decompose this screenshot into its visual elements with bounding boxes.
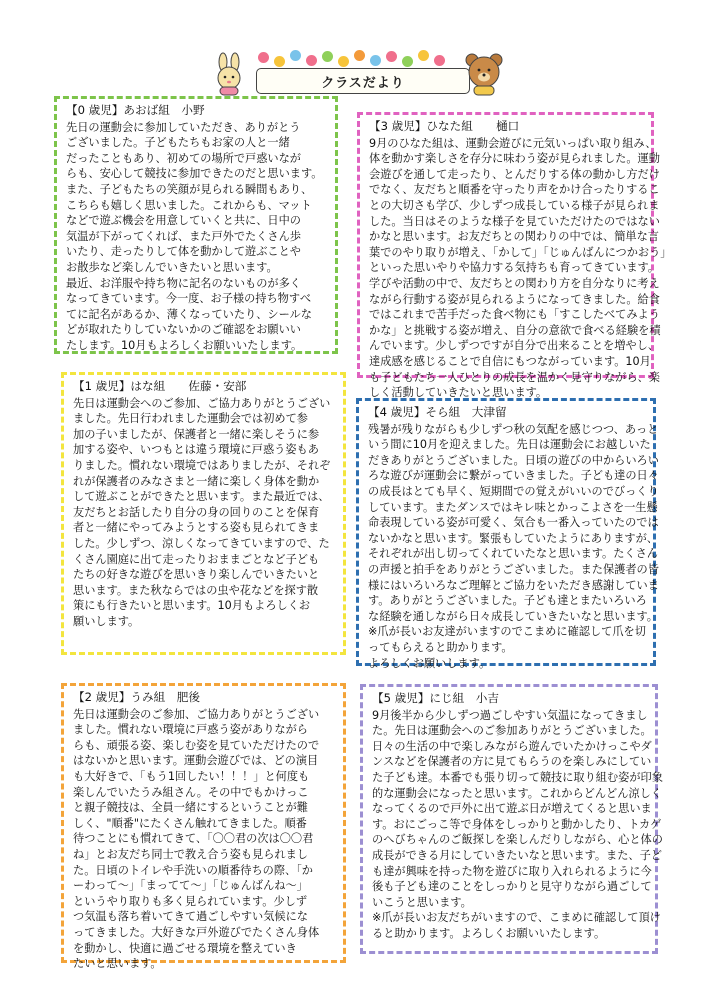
- text-line: 加の子いましたが、保護者と一緒に楽しそうに参: [73, 427, 320, 441]
- text-line: ございました。子どもたちもお家の人と一緒: [66, 136, 290, 150]
- box-heading: 【4 歳児】そら組 大津留: [368, 405, 507, 419]
- text-line: の声援と拍手をありがとうございました。また保護者の皆: [368, 562, 659, 576]
- class-box-2yo: [61, 683, 346, 971]
- text-line: それぞれが出し切ってくれていたなと思います。たくさん: [368, 547, 658, 561]
- flower-icon: [402, 56, 413, 67]
- text-line: らも、安心して競技に参加できたのだと思います。: [66, 167, 323, 181]
- flower-icon: [434, 55, 445, 66]
- text-line: たします。10月もよろしくお願いいたします。: [66, 338, 303, 352]
- text-line: 先日は運動会へのご参加、ご協力ありがとうござい: [73, 396, 331, 410]
- flower-icon: [338, 56, 349, 67]
- text-line: また、子どもたちの笑顔が見られる瞬間もあり、: [66, 182, 313, 196]
- text-line: ね」とお友だち同士で教え合う姿も見られまし: [73, 847, 308, 861]
- text-line: 残暑が残りながらも少しずつ秋の気配を感じつつ、あっと: [368, 422, 659, 436]
- text-line: 会遊びを通して走ったり、とんだりする体の動かし方だけ: [369, 167, 660, 181]
- text-line: つ気温も落ち着いてきて過ごしやすい気候にな: [73, 910, 308, 924]
- text-line: お散歩など楽しんでいきたいと思います。: [66, 260, 278, 274]
- text-line: ないかなと思います。緊張もしていたようにありますが、: [368, 531, 658, 545]
- text-line: こちらも嬉しく思いました。これからも、マット: [66, 198, 312, 212]
- text-line: ってきました。大好きな戸外遊びでたくさん身体: [73, 925, 320, 939]
- flower-icon: [290, 50, 301, 61]
- text-line: ると助かります。よろしくお願いいたします。: [372, 926, 606, 940]
- text-line: ながら行動する姿が見られるようになってきました。給食: [369, 292, 660, 306]
- text-line: ーわって〜」「まってて〜」「じゅんばんね〜」: [73, 879, 308, 893]
- text-line: ろな遊びが運動会に繋がっていきました。子ども達の日々: [368, 469, 659, 483]
- header-banner: [208, 50, 508, 96]
- class-box-4yo: [356, 398, 659, 670]
- class-box-3yo: [357, 112, 672, 400]
- text-line: いう間に10月を迎えました。先日は運動会にお越しいた: [368, 438, 651, 452]
- box-heading: 【5 歳児】にじ組 小吉: [372, 691, 499, 705]
- text-line: といった思いやりや協力する気持ちも育ってきています。: [369, 261, 659, 275]
- text-line: た。先日は運動会へのご参加ありがとうございました。: [372, 724, 652, 738]
- page-title: クラスだより: [321, 76, 405, 91]
- text-line: らも、頑張る姿、楽しむ姿を見ていただけたので: [73, 738, 320, 752]
- text-line: 策にも行きたいと思います。10月もよろしくお: [73, 599, 311, 613]
- text-line: 達成感を感じることで自信にもつながっています。10月: [369, 354, 651, 368]
- text-line: を動かし、快適に過ごせる環境を整えていき: [73, 941, 297, 955]
- text-line: ました。慣れない環境に戸惑う姿がありながら: [73, 723, 308, 737]
- text-line: たちの好きな遊びを思いきり楽しんでいきたいと: [73, 568, 320, 582]
- text-line: した。少しずつ、涼しくなってきていますので、た: [73, 536, 330, 550]
- text-line: かなと思います。お友だちとの関わりの中では、簡単な言: [369, 230, 659, 244]
- text-line: な経験を通しながら日々成長していきたいなと思います。: [368, 609, 658, 623]
- class-box-5yo: [360, 684, 663, 954]
- text-line: でなく、友だちと順番を守ったり声をかけ合ったりするこ: [369, 183, 660, 197]
- text-line: も子どもたち一人ひとりの成長を温かく見守りながら、楽: [369, 370, 660, 384]
- text-line: よろしくお願いします。: [368, 656, 491, 670]
- text-line: ※爪が長いお友だちがいますので、こまめに確認して頂け: [372, 911, 661, 925]
- box-heading: 【3 歳児】ひなた組 樋口: [369, 119, 520, 133]
- class-box-1yo: [61, 372, 346, 655]
- text-line: かな」と挑戦する姿が増え、自分の意欲で食べる経験を積: [369, 323, 661, 337]
- flower-icon: [386, 51, 397, 62]
- box-heading: 【2 歳児】うみ組 肥後: [73, 690, 200, 704]
- flower-icon: [274, 56, 285, 67]
- text-line: ンスなどを保護者の方に見てもらうのを楽しみにしてい: [372, 755, 652, 769]
- text-line: 先日は運動会のご参加、ご協力ありがとうござい: [73, 707, 320, 721]
- text-line: 先日の運動会に参加していただき、ありがとう: [66, 120, 301, 134]
- box-heading: 【1 歳児】はな組 佐藤・安部: [73, 379, 247, 393]
- text-line: 体を動かす楽しさを存分に味わう姿が見られました。運動: [369, 152, 660, 166]
- text-line: りました。慣れない環境ではありましたが、それぞ: [73, 458, 331, 472]
- text-line: れが保護者のみなさまと一緒に楽しく身体を動か: [73, 474, 320, 488]
- text-line: 日々の生活の中で楽しみながら遊んでいたかけっこやダ: [372, 739, 652, 753]
- flower-icon: [322, 51, 333, 62]
- text-line: ではこれまで苦手だった食べ物にも「すこしたべてみよう: [369, 308, 660, 322]
- text-line: いこうと思います。: [372, 895, 472, 909]
- text-line: なってくるので戸外に出て遊ぶ日が増えてくると思いま: [372, 802, 652, 816]
- text-line: どが取れたりしていないかのご確認をお願いい: [66, 323, 301, 337]
- class-box-0yo: [54, 96, 338, 354]
- text-line: はないかと思います。運動会遊びでは、どの演目: [73, 754, 319, 768]
- text-line: 成長ができる月にしていきたいなと思います。また、子ど: [372, 848, 662, 862]
- text-line: と親子競技は、全員一緒にするということが難: [73, 801, 308, 815]
- flower-icon: [370, 55, 381, 66]
- box-body: [372, 708, 663, 942]
- text-line: す。おにごっこ等で身体をしっかりと動かしたり、トカゲ: [372, 817, 662, 831]
- flower-icon: [354, 50, 365, 61]
- text-line: というやり取りも多く見られています。少しず: [73, 894, 308, 908]
- text-line: いたり、走ったりして体を動かして遊ぶことや: [66, 245, 301, 259]
- text-line: 楽しんでいたうみ組さん。その中でもかけっこ: [73, 785, 309, 799]
- text-line: 9月のひなた組は、運動会遊びに元気いっぱい取り組み、: [369, 136, 657, 150]
- box-body: [73, 396, 334, 630]
- text-line: ※爪が長いお友達がいますのでこまめに確認して爪を切: [368, 625, 646, 639]
- text-line: んでいます。少しずつですが自分で出来ることを増やし、: [369, 339, 659, 353]
- flower-icon: [418, 50, 429, 61]
- text-line: ってもらえると助かります。: [368, 640, 513, 654]
- text-line: した。当日はそのような様子を見ていただけたのではない: [369, 214, 660, 228]
- text-line: も大好きで、「もう1回したい！！！」と何度も: [73, 769, 310, 783]
- flower-icon: [306, 55, 317, 66]
- text-line: 者と一緒にやってみようとする姿も見られてきま: [73, 521, 320, 535]
- text-line: しています。またダンスではキレ味とかっこよさを一生懸: [368, 500, 658, 514]
- text-line: 加する姿や、いつもとは違う環境に戸惑う姿もあ: [73, 443, 319, 457]
- text-line: 友だちとお話したり自分の身の回りのことを保育: [73, 505, 320, 519]
- text-line: くさん園庭に出て走ったりおままごとなど子ども: [73, 552, 320, 566]
- text-line: の成長はとても早く、短期間での覚えがいいのでびっくり: [368, 484, 659, 498]
- text-line: たいと思います。: [73, 957, 162, 971]
- text-line: なってきています。今一度、お子様の持ち物すべ: [66, 292, 312, 306]
- flower-icon: [258, 52, 269, 63]
- text-line: 9月後半から少しずつ過ごしやすい気温になってきまし: [372, 708, 648, 722]
- bear-illustration: [460, 50, 510, 96]
- text-line: 後も子ども達のことをしっかりと見守りながら過ごして: [372, 880, 652, 894]
- text-line: 命表現している姿が可愛く、気合も一番入っていたのでは: [368, 516, 659, 530]
- box-body: [66, 120, 326, 354]
- text-line: 願いします。: [73, 614, 140, 628]
- text-line: た子ども達。本番でも張り切って競技に取り組む姿が印象: [372, 770, 663, 784]
- text-line: だきありがとうございました。日頃の遊びの中からいろい: [368, 453, 659, 467]
- text-line: などで遊ぶ機会を用意していくと共に、日中の: [66, 214, 301, 228]
- text-line: 思います。また秋ならではの虫や花などを探す散: [73, 583, 319, 597]
- text-line: 待つことにも慣れてきて、「〇〇君の次は〇〇君: [73, 832, 314, 846]
- text-line: 最近、お洋服や持ち物に記名のないものが多く: [66, 276, 301, 290]
- text-line: 葉でのやり取りが増え、「かして」「じゅんばんにつかおう」: [369, 245, 672, 259]
- text-line: のへびちゃんのご飯探しを楽しんだりしながら、心と体の: [372, 833, 663, 847]
- text-line: 様にはいろいろなご理解とご協力をいただき感謝していま: [368, 578, 659, 592]
- text-line: しく活動していきたいと思います。: [369, 386, 548, 400]
- box-body: [73, 707, 334, 972]
- text-line: ました。先日行われました運動会では初めて参: [73, 412, 308, 426]
- text-line: も達が興味を持った物を遊びに取り入れられるように今: [372, 864, 652, 878]
- text-line: 的な運動会になったと思います。これからどんどん涼しく: [372, 786, 662, 800]
- box-heading: 【0 歳児】あおば組 小野: [66, 103, 205, 117]
- text-line: だったこともあり、初めての場所で戸惑いなが: [66, 151, 301, 165]
- text-line: して遊ぶことができたと思います。また最近では、: [73, 490, 330, 504]
- bunny-illustration: [208, 54, 252, 96]
- text-line: た。日頃のトイレや手洗いの順番待ちの際、「か: [73, 863, 313, 877]
- text-line: との大切さも学び、少しずつ成長している様子が見られま: [369, 198, 660, 212]
- text-line: てに記名があるか、薄くなっていたり、シールな: [66, 307, 312, 321]
- box-body: [369, 136, 672, 401]
- text-line: 学びや活動の中で、友だちとの関わり方を自分なりに考え: [369, 276, 660, 290]
- text-line: す。ありがとうございました。子ども達とまたいろいろ: [368, 594, 647, 608]
- text-line: しく、"順番"にたくさん触れてきました。順番: [73, 816, 307, 830]
- box-body: [368, 422, 659, 672]
- banner-frame: [256, 68, 470, 94]
- text-line: 気温が下がってくれば、また戸外でたくさん歩: [66, 229, 301, 243]
